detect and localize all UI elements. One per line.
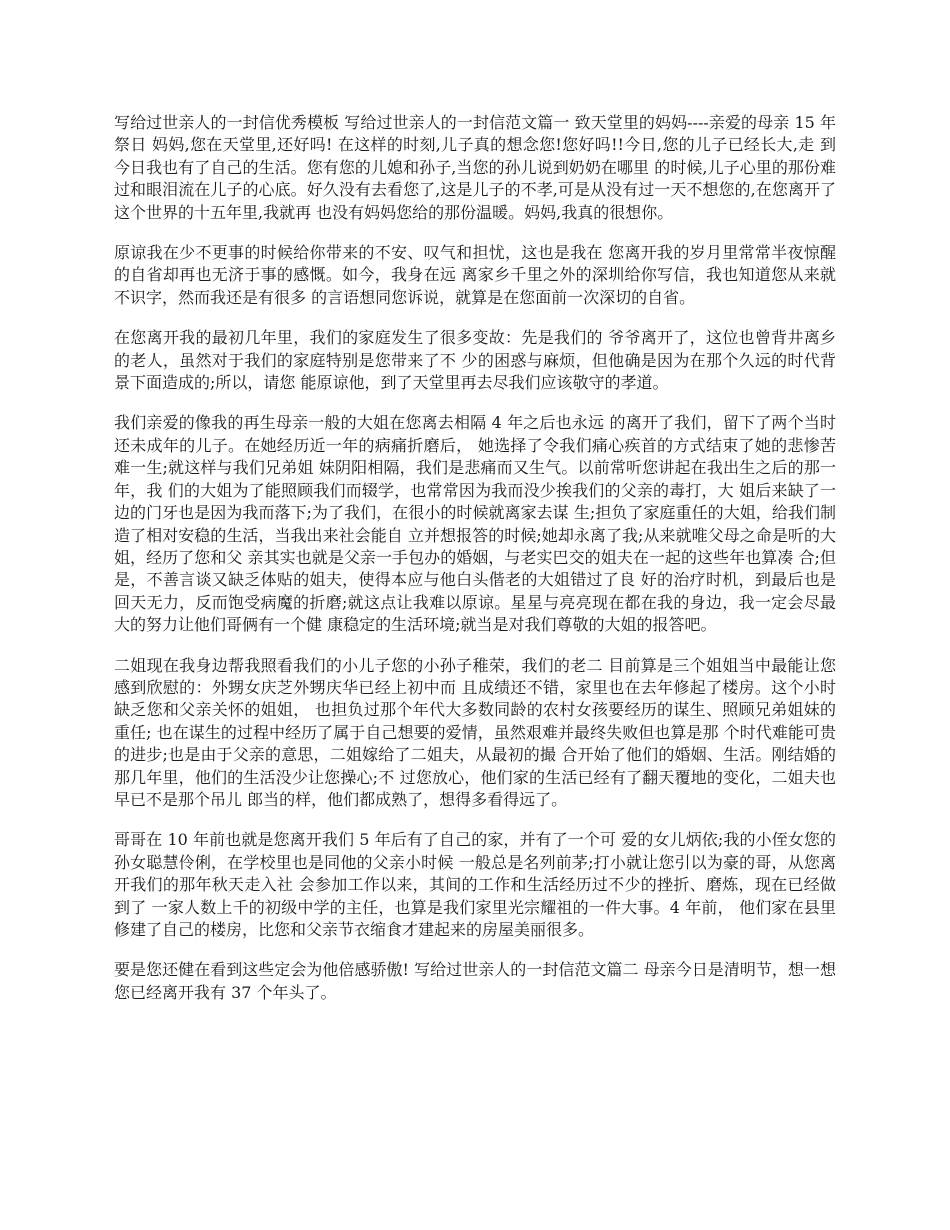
paragraph-6: 哥哥在 10 年前也就是您离开我们 5 年后有了自己的家，并有了一个可 爱的女儿炳依;我的小侄女您的孙女聪慧伶俐，在学校里也是同他的父亲小时候 一般总是名列前茅;打小就让您引以为豪的哥，从您离开我们的那年秋天走入社 会参加工作以来，其间的工作和生活经历过不少的挫折、磨炼，现在已经做到了 一家人数上千的初级中学的主任，也算是我们家里光宗耀祖的一件大事。4 年前， 他们家在县里修建了自己的楼房，比您和父亲节衣缩食才建起来的房屋美丽很多。 bbox=[114, 830, 836, 939]
paragraph-7: 要是您还健在看到这些定会为他倍感骄傲! 写给过世亲人的一封信范文篇二 母亲今日是清明节，想一想您已经离开我有 37 个年头了。 bbox=[114, 960, 836, 1002]
paragraph-3: 在您离开我的最初几年里，我们的家庭发生了很多变故：先是我们的 爷爷离开了，这位也曾背井离乡的老人，虽然对于我们的家庭特别是您带来了不 少的困惑与麻烦，但他确是因为在那个久远的时代背景下面造成的;所以，请您 能原谅他，到了天堂里再去尽我们应该敬守的孝道。 bbox=[114, 328, 836, 393]
paragraph-5: 二姐现在我身边帮我照看我们的小儿子您的小孙子稚荣，我们的老二 目前算是三个姐姐当中最能让您感到欣慰的：外甥女庆芝外甥庆华已经上初中而 且成绩还不错，家里也在去年修起了楼房。这个小时缺乏您和父亲关怀的姐姐， 也担负过那个年代大多数同龄的农村女孩要经历的谋生、照顾兄弟姐妹的重任; 也在谋生的过程中经历了属于自己想要的爱情，虽然艰难并最终失败但也算是那 个时代难能可贵的进步;也是由于父亲的意思，二姐嫁给了二姐夫，从最初的撮 合开始了他们的婚姻、生活。刚结婚的那几年里，他们的生活没少让您操心;不 过您放心，他们家的生活已经有了翻天覆地的变化，二姐夫也早已不是那个吊儿 郎当的样，他们都成熟了，想得多看得远了。 bbox=[114, 655, 836, 809]
paragraph-2: 原谅我在少不更事的时候给你带来的不安、叹气和担忧，这也是我在 您离开我的岁月里常常半夜惊醒的自省却再也无济于事的感慨。如今，我身在远 离家乡千里之外的深圳给你写信，我也知道您从来就不识字，然而我还是有很多 的言语想同您诉说，就算是在您面前一次深切的自省。 bbox=[114, 243, 836, 307]
paragraph-4: 我们亲爱的像我的再生母亲一般的大姐在您离去相隔 4 年之后也永远 的离开了我们，留下了两个当时还未成年的儿子。在她经历近一年的病痛折磨后， 她选择了令我们痛心疾首的方式结束了她的悲惨苦难一生;就这样与我们兄弟姐 妹阴阳相隔，我们是悲痛而又生气。以前常听您讲起在我出生之后的那一年，我 们的大姐为了能照顾我们而辍学，也常常因为我而没少挨我们的父亲的毒打，大 姐后来缺了一边的门牙也是因为我而落下;为了我们，在很小的时候就离家去谋 生;担负了家庭重任的大姐，给我们制造了相对安稳的生活，当我出来社会能自 立并想报答的时候;她却永离了我;从来就唯父母之命是听的大姐，经历了您和父 亲其实也就是父亲一手包办的婚姻，与老实巴交的姐夫在一起的这些年也算凑 合;但是，不善言谈又缺乏体贴的姐夫，使得本应与他白头偕老的大姐错过了良 好的治疗时机，到最后也是回天无力，反而饱受病魔的折磨;就这点让我难以原谅。星星与亮亮现在都在我的身边，我一定会尽最大的努力让他们哥俩有一个健 康稳定的生活环境;就当是对我们尊敬的大姐的报答吧。 bbox=[114, 413, 836, 635]
paragraph-1: 写给过世亲人的一封信优秀模板 写给过世亲人的一封信范文篇一 致天堂里的妈妈----亲爱的母亲 15 年祭日 妈妈,您在天堂里,还好吗! 在这样的时刻,儿子真的想念您!您好吗!!今日,您的儿子已经长大,走 到今日我也有了自己的生活。您有您的儿媳和孙子,当您的孙儿说到奶奶在哪里 的时候,儿子心里的那份难过和眼泪流在儿子的心底。好久没有去看您了,这是儿子的不孝,可是从没有过一天不想您的,在您离开了这个世界的十五年里,我就再 也没有妈妈您给的那份温暖。妈妈,我真的很想你。 bbox=[114, 113, 836, 222]
document-page bbox=[114, 112, 836, 1022]
